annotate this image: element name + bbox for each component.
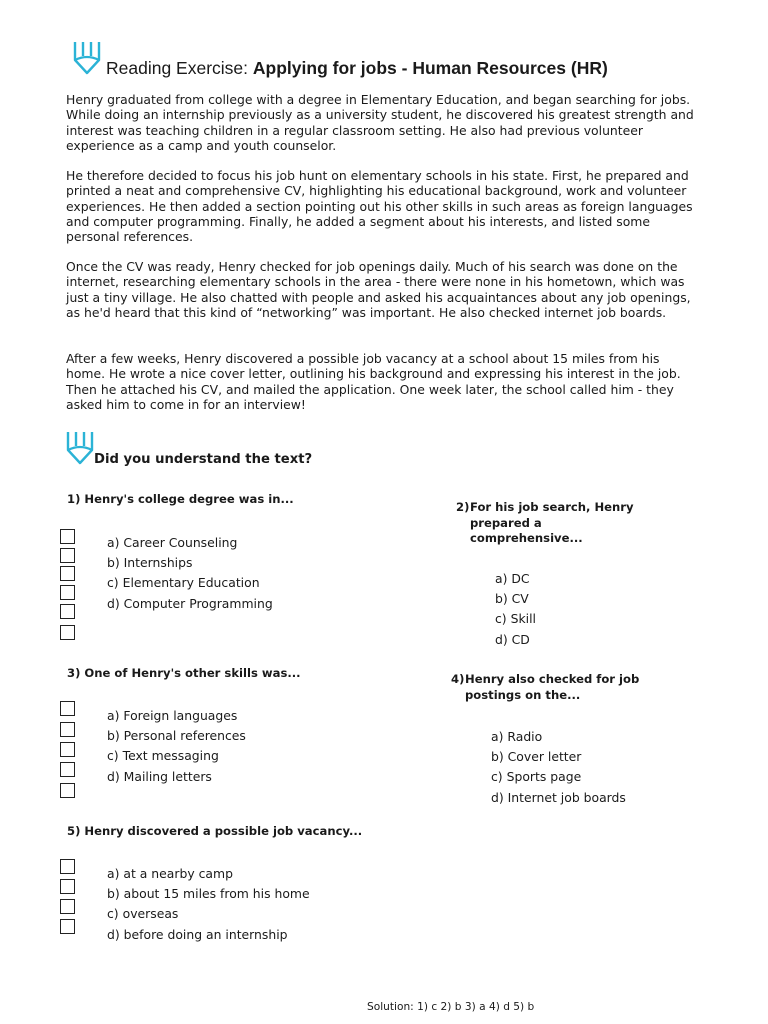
answer-checkbox[interactable] xyxy=(60,604,75,619)
answer-option: c) Elementary Education xyxy=(107,575,260,590)
question-number: 2) xyxy=(456,500,470,514)
answer-option: a) Career Counseling xyxy=(107,535,238,550)
answer-option: a) Foreign languages xyxy=(107,708,238,723)
answer-checkbox[interactable] xyxy=(60,701,75,716)
answer-checkbox[interactable] xyxy=(60,783,75,798)
question-number: 4) xyxy=(451,672,465,686)
answer-option: b) about 15 miles from his home xyxy=(107,886,310,901)
pencil-icon xyxy=(65,430,95,466)
question-number: 5) xyxy=(67,824,81,838)
question-3 xyxy=(67,666,367,682)
answer-option: d) Mailing letters xyxy=(107,769,212,784)
answer-checkbox[interactable] xyxy=(60,879,75,894)
question-number: 3) xyxy=(67,666,81,680)
answer-option: c) overseas xyxy=(107,906,179,921)
answer-checkbox[interactable] xyxy=(60,762,75,777)
answer-option: c) Sports page xyxy=(491,769,582,784)
solution-key: Solution: 1) c 2) b 3) a 4) d 5) b xyxy=(367,1001,535,1013)
question-4 xyxy=(451,672,661,703)
quiz-heading: Did you understand the text? xyxy=(94,452,313,467)
answer-checkbox[interactable] xyxy=(60,585,75,600)
answer-option: b) Internships xyxy=(107,555,193,570)
pencil-icon xyxy=(72,40,102,76)
answer-checkbox[interactable] xyxy=(60,566,75,581)
question-text: Henry discovered a possible job vacancy... xyxy=(84,824,363,838)
answer-option: c) Skill xyxy=(495,611,536,626)
reading-paragraph: After a few weeks, Henry discovered a possible job vacancy at a school about 15 miles from his home. He wrote a nice cover letter, outlining his background and expressing his interest in the job. Then he attached his CV, and mailed the application. One week later, the school called him - they asked him to come in for an interview! xyxy=(66,351,681,412)
answer-option: d) CD xyxy=(495,632,530,647)
answer-option: d) before doing an internship xyxy=(107,927,288,942)
question-text: Henry's college degree was in... xyxy=(84,492,294,506)
reading-paragraph: Once the CV was ready, Henry checked for job openings daily. Much of his search was done on the internet, researching elementary schools in the area - there were none in his hometown, which was just a tiny village. He also chatted with people and asked his acquaintances about any job openings, as he'd heard that this kind of “networking” was important. He also checked internet job boards. xyxy=(66,259,691,320)
answer-checkbox[interactable] xyxy=(60,899,75,914)
page-title xyxy=(106,58,608,79)
reading-paragraph: Henry graduated from college with a degree in Elementary Education, and began searching for jobs. While doing an internship previously as a university student, he discovered his greatest strength and interest was teaching children in a regular classroom setting. He also had previous volunteer experience as a camp and youth counselor. xyxy=(66,92,694,153)
answer-option: b) CV xyxy=(495,591,529,606)
answer-option: b) Cover letter xyxy=(491,749,582,764)
question-number: 1) xyxy=(67,492,81,506)
answer-checkbox[interactable] xyxy=(60,548,75,563)
reading-paragraph: He therefore decided to focus his job hunt on elementary schools in his state. First, he prepared and printed a neat and comprehensive CV, highlighting his educational background, work and volunteer experiences. He then added a section pointing out his other skills in such areas as foreign languages and computer programming. Finally, he added a segment about his interests, and listed some personal references. xyxy=(66,168,693,245)
answer-option: a) Radio xyxy=(491,729,543,744)
question-text: One of Henry's other skills was... xyxy=(84,666,301,680)
answer-checkbox[interactable] xyxy=(60,529,75,544)
question-5 xyxy=(67,824,427,840)
title-main: Applying for jobs - Human Resources (HR) xyxy=(252,58,608,78)
answer-checkbox[interactable] xyxy=(60,722,75,737)
title-prefix: Reading Exercise: xyxy=(106,58,249,78)
question-text: Henry also checked for job postings on the... xyxy=(465,672,640,702)
answer-checkbox[interactable] xyxy=(60,859,75,874)
question-2 xyxy=(456,500,656,547)
answer-option: a) at a nearby camp xyxy=(107,866,233,881)
answer-option: d) Computer Programming xyxy=(107,596,273,611)
answer-option: b) Personal references xyxy=(107,728,246,743)
question-text: For his job search, Henry prepared a comprehensive... xyxy=(470,500,634,545)
answer-option: c) Text messaging xyxy=(107,748,219,763)
answer-checkbox[interactable] xyxy=(60,919,75,934)
answer-option: a) DC xyxy=(495,571,530,586)
question-1 xyxy=(67,492,367,508)
answer-option: d) Internet job boards xyxy=(491,790,626,805)
answer-checkbox[interactable] xyxy=(60,742,75,757)
answer-checkbox[interactable] xyxy=(60,625,75,640)
